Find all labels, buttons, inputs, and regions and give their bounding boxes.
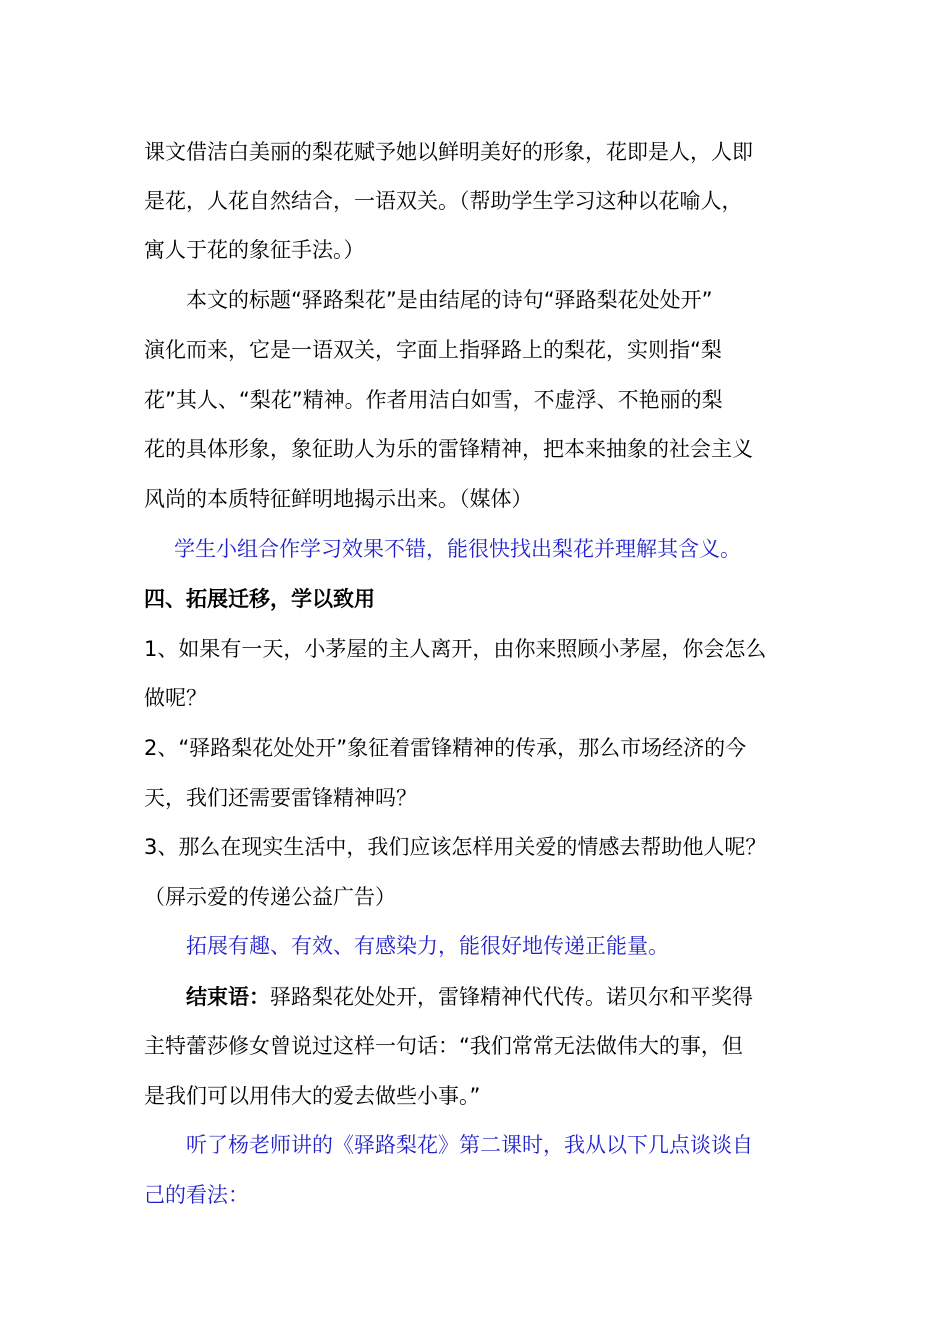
closing-line [186,982,753,1012]
paragraph-line: 风尚的本质特征鲜明地揭示出来。（媒体） [144,487,533,511]
review-intro-line: 听了杨老师讲的《驿路梨花》第二课时，我从以下几点谈谈自 [186,1133,753,1157]
question-line: （屏示爱的传递公益广告） [144,885,396,909]
closing-line: 是我们可以用伟大的爱去做些小事。” [144,1084,481,1108]
teaching-comment: 学生小组合作学习效果不错，能很快找出梨花并理解其含义。 [174,537,741,561]
paragraph-line: 演化而来，它是一语双关，字面上指驿路上的梨花，实则指“梨 [144,338,722,362]
review-intro-line: 己的看法： [144,1183,249,1207]
question-line: 做呢？ [144,686,207,710]
question-line: 2、“驿路梨花处处开”象征着雷锋精神的传承，那么市场经济的今 [144,736,747,760]
closing-text: 驿路梨花处处开，雷锋精神代代传。诺贝尔和平奖得 [270,985,753,1009]
paragraph-line: 寓人于花的象征手法。） [144,238,365,262]
paragraph-line: 是花，人花自然结合，一语双关。（帮助学生学习这种以花喻人， [144,189,743,213]
question-line: 3、那么在现实生活中，我们应该怎样用关爱的情感去帮助他人呢？ [144,835,767,859]
teaching-comment: 拓展有趣、有效、有感染力，能很好地传递正能量。 [186,934,669,958]
section-heading: 四、拓展迁移，学以致用 [144,587,375,611]
paragraph-line: 课文借洁白美丽的梨花赋予她以鲜明美好的形象，花即是人，人即 [144,140,753,164]
closing-line: 主特蕾莎修女曾说过这样一句话：“我们常常无法做伟大的事，但 [144,1034,743,1058]
question-line: 天，我们还需要雷锋精神吗？ [144,786,417,810]
paragraph-line: 本文的标题“驿路梨花”是由结尾的诗句“驿路梨花处处开” [186,288,713,312]
paragraph-line: 花的具体形象，象征助人为乐的雷锋精神，把本来抽象的社会主义 [144,437,753,461]
closing-label: 结束语： [186,985,270,1009]
paragraph-line: 花”其人、“梨花”精神。作者用洁白如雪，不虚浮、不艳丽的梨 [144,388,723,412]
question-line: 1、如果有一天，小茅屋的主人离开，由你来照顾小茅屋，你会怎么 [144,637,767,661]
